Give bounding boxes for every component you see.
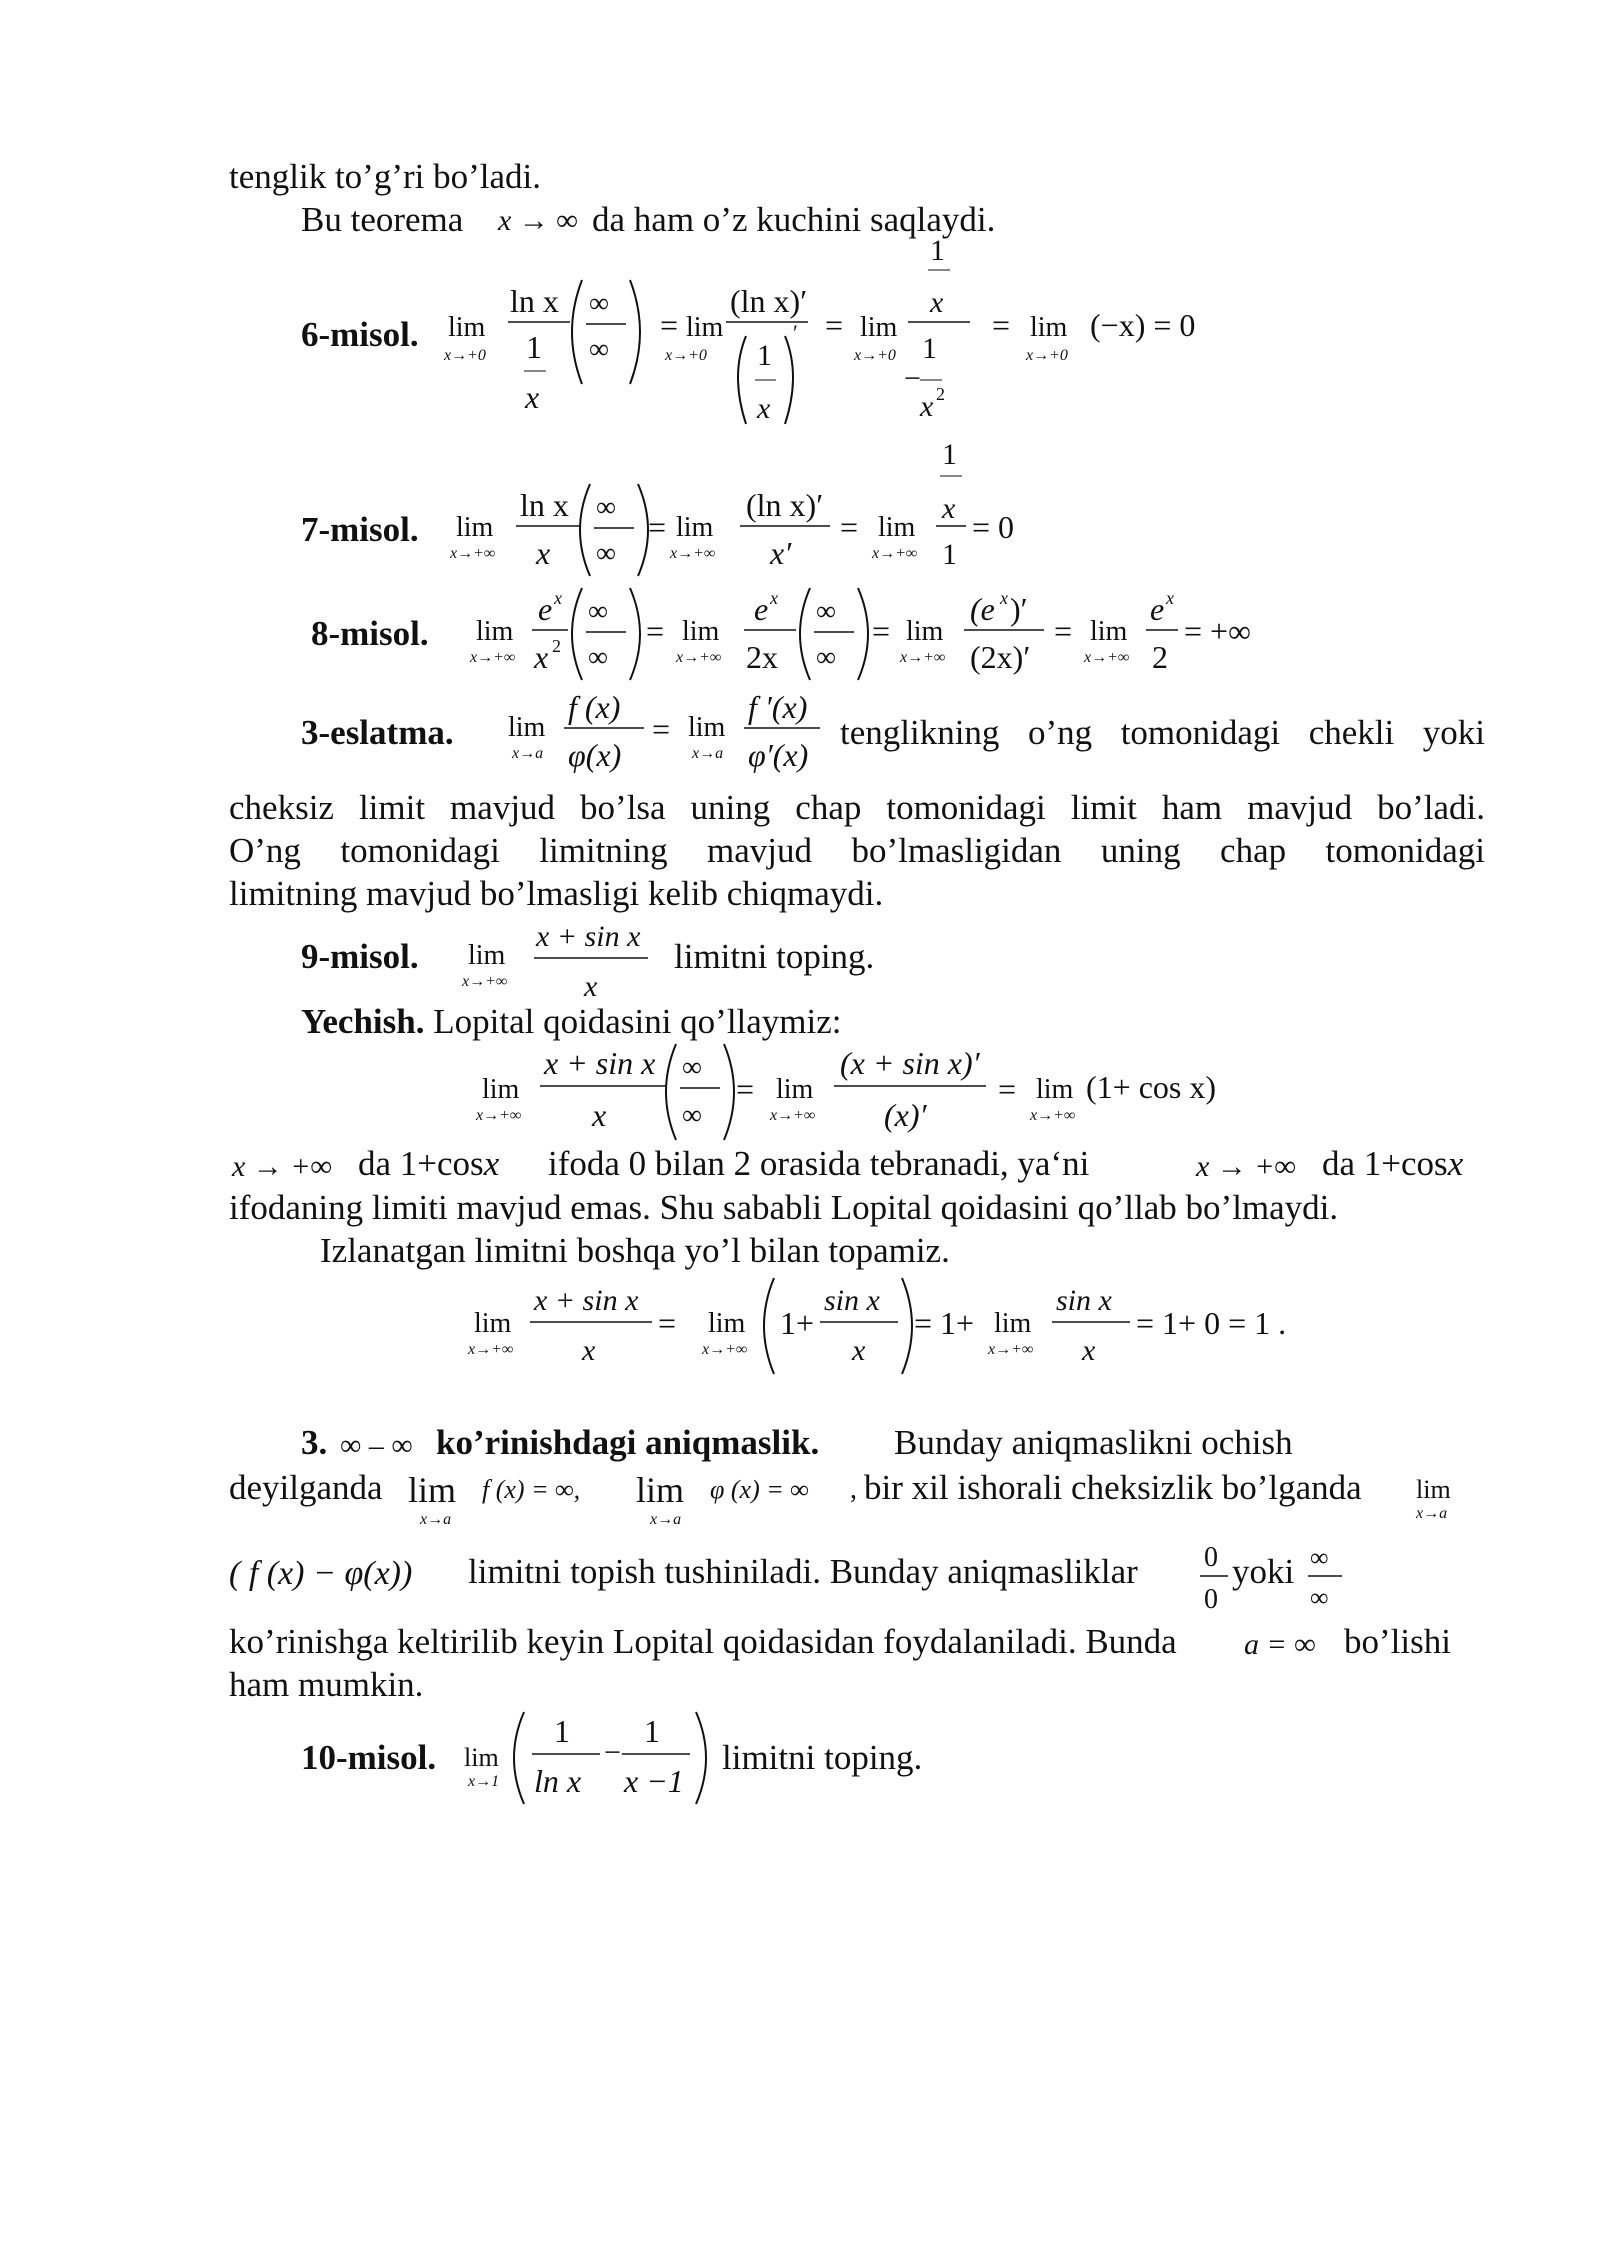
svg-text:(2x)′: (2x)′ [970,639,1031,675]
svg-text:x→+∞: x→+∞ [1084,649,1130,666]
svg-text:lim: lim [708,1308,746,1339]
svg-text:∞: ∞ [682,1100,702,1131]
text-line [358,1142,499,1186]
svg-text:x→a: x→a [1416,1505,1448,1522]
svg-text:x → +∞: x → +∞ [232,1150,332,1183]
remark-label-3: 3-eslatma. [301,713,454,752]
text-fragment: da 1+cos [1322,1144,1448,1183]
svg-text:x: x [1082,1334,1096,1367]
svg-text:(−x) = 0: (−x) = 0 [1090,307,1196,343]
svg-text:ln x: ln x [520,487,569,523]
svg-text:∞: ∞ [589,288,609,319]
formula-example-8 [460,580,1260,680]
text-line: bir xil ishorali cheksizlik bo’lganda [864,1468,1362,1507]
svg-text:1: 1 [644,1713,660,1749]
text-line: ko’rinishga keltirilib keyin Lopital qoidasidan foydalaniladi. Bunda [229,1622,1177,1661]
svg-text:lim: lim [688,712,726,743]
svg-text:x→+∞: x→+∞ [670,545,716,562]
svg-text:x→+∞: x→+∞ [988,1341,1034,1358]
svg-text:x: x [584,970,598,1003]
svg-text:φ (x) = ∞: φ (x) = ∞ [710,1475,809,1504]
svg-text:x→a: x→a [512,745,544,762]
svg-text:e: e [538,591,553,627]
svg-text:=: = [998,1071,1017,1107]
svg-text:lim: lim [994,1308,1032,1339]
svg-text:e: e [754,591,769,627]
svg-text:lim: lim [474,1308,512,1339]
text-line: bo’lishi [1344,1622,1451,1661]
svg-text:1: 1 [757,339,772,372]
svg-text:,: , [850,1474,857,1505]
svg-text:= 1+ 0 = 1 .: = 1+ 0 = 1 . [1136,1305,1287,1341]
svg-text:x: x [930,286,944,319]
svg-text:lim: lim [906,616,944,647]
svg-text:lim: lim [408,1470,457,1510]
formula-lim-a [1414,1470,1484,1530]
svg-text:1: 1 [942,538,957,571]
text-line: Bu teorema [301,200,464,239]
svg-text:∞: ∞ [588,642,608,673]
svg-text:x→+0: x→+0 [1026,347,1068,364]
svg-text:=: = [646,613,665,649]
svg-text:= +∞: = +∞ [1184,613,1251,649]
svg-text:lim: lim [464,1743,499,1772]
text-line: yoki [1232,1552,1295,1591]
svg-text:=: = [658,1305,677,1341]
svg-text:2x: 2x [746,639,778,675]
svg-text:−: − [904,362,921,395]
svg-text:lim: lim [860,312,898,343]
svg-text:lim: lim [1030,312,1068,343]
svg-text:lim: lim [682,616,720,647]
svg-text:x→+∞: x→+∞ [900,649,946,666]
svg-text:∞: ∞ [1310,1583,1329,1612]
section-title: ko’rinishdagi aniqmaslik. [436,1423,820,1462]
svg-text:lim: lim [1416,1475,1451,1504]
svg-text:lim: lim [508,712,546,743]
svg-text:∞: ∞ [816,642,836,673]
svg-text:lim: lim [878,512,916,543]
svg-text:x: x [920,390,934,423]
svg-text:∞ – ∞: ∞ – ∞ [340,1429,413,1462]
svg-text:lim: lim [456,512,494,543]
svg-text:x → ∞: x → ∞ [498,204,578,237]
svg-text:x→+∞: x→+∞ [468,1341,514,1358]
svg-text:−: − [604,1736,621,1769]
text-line: Bunday aniqmaslikni ochish [894,1423,1293,1462]
svg-text:x→+∞: x→+∞ [450,545,496,562]
example-label-6: 6-misol. [301,315,419,354]
formula-inf-minus-inf [340,1423,430,1467]
svg-text:sin x: sin x [824,1284,880,1317]
svg-text:x: x [525,379,540,415]
svg-text:f ′(x): f ′(x) [748,689,808,725]
text-line: tenglikning o’ng tomonidagi chekli yoki [840,713,1485,752]
svg-text:∞: ∞ [1310,1543,1329,1572]
section-number: 3. [301,1423,328,1462]
svg-text:1+: 1+ [780,1305,815,1341]
text-line: deyilganda [229,1468,383,1507]
svg-text:x→+0: x→+0 [444,347,486,364]
svg-text:lim: lim [676,512,714,543]
svg-text:∞: ∞ [596,538,616,569]
svg-text:=: = [648,509,667,545]
svg-text:x: x [942,492,956,525]
svg-text:x: x [554,588,562,608]
svg-text:φ′(x): φ′(x) [748,737,809,773]
formula-x-to-inf [498,200,598,240]
formula-remark-3 [500,686,840,786]
svg-text:x: x [536,535,551,571]
svg-text:(x + sin x)′: (x + sin x)′ [840,1045,980,1081]
svg-text:lim: lim [448,312,486,343]
svg-text:=: = [840,509,859,545]
text-line: limitni toping. [674,937,875,976]
svg-text:lim: lim [476,616,514,647]
svg-text:lim: lim [776,1074,814,1105]
svg-text:(x)′: (x)′ [884,1097,927,1133]
solution-text: Lopital qoidasini qo’llaymiz: [433,1002,842,1041]
svg-text:x + sin x: x + sin x [536,920,641,953]
text-line: limitning mavjud bo’lmasligi kelib chiqmaydi. [229,874,884,913]
formula-example-6 [440,234,1230,440]
text-line: O’ng tomonidagi limitning mavjud bo’lmasligidan uning chap tomonidagi [229,831,1485,870]
svg-text:1: 1 [942,438,957,471]
svg-text:0: 0 [1204,1542,1218,1573]
svg-text:sin x: sin x [1056,1284,1112,1317]
svg-text:x→+∞: x→+∞ [676,649,722,666]
svg-text:x + sin x: x + sin x [544,1045,656,1081]
svg-text:0: 0 [1204,1584,1218,1615]
text-line: ham mumkin. [229,1665,424,1704]
svg-text:lim: lim [482,1074,520,1105]
svg-text:1: 1 [930,234,945,267]
formula-example-10 [460,1700,720,1810]
svg-text:x→+∞: x→+∞ [462,973,508,990]
formula-final [462,1270,1287,1380]
solution-label: Yechish. [301,1002,425,1041]
svg-text:x→+∞: x→+∞ [1030,1107,1076,1124]
formula-a-eq-inf [1240,1622,1336,1666]
solution-line [301,1000,842,1044]
svg-text:x→a: x→a [692,745,724,762]
svg-text:ln x: ln x [510,283,559,319]
svg-text:x: x [1166,588,1174,608]
formula-inf-over-inf [1306,1536,1346,1616]
svg-text:2: 2 [936,384,945,404]
svg-text:lim: lim [468,940,506,971]
svg-text:=: = [736,1071,755,1107]
text-line: ifoda 0 bilan 2 orasida tebranadi, ya‘ni [548,1144,1090,1183]
svg-text:( f (x) − φ(x)): ( f (x) − φ(x)) [229,1555,413,1592]
svg-text:x: x [852,1334,866,1367]
svg-text:2: 2 [552,636,561,656]
svg-text:x: x [592,1097,607,1133]
svg-text:(ln x)′: (ln x)′ [730,283,808,319]
svg-text:′: ′ [793,320,798,345]
svg-text:x: x [770,588,778,608]
text-line: ifodaning limiti mavjud emas. Shu sababli Lopital qoidasini qo’llab bo’lmaydi. [229,1188,1339,1227]
svg-text:=: = [872,613,891,649]
text-fragment: x [1447,1144,1464,1183]
formula-x-to-pinf [1196,1144,1316,1188]
svg-text:2: 2 [1152,639,1168,675]
svg-text:1: 1 [554,1713,570,1749]
svg-text:(1+ cos x): (1+ cos x) [1086,1069,1217,1105]
formula-lim-f-phi [404,1462,864,1532]
svg-text:e: e [1150,591,1165,627]
text-line: tenglik to’g’ri bo’ladi. [229,157,542,196]
svg-text:=: = [992,307,1011,343]
svg-text:1: 1 [922,332,937,365]
svg-text:x + sin x: x + sin x [534,1284,639,1317]
svg-text:=: = [660,307,679,343]
svg-text:x → +∞: x → +∞ [1196,1150,1296,1183]
svg-text:lim: lim [636,1470,685,1510]
text-line [1322,1142,1463,1186]
svg-text:∞: ∞ [596,492,616,523]
svg-text:lim: lim [1036,1074,1074,1105]
example-label-7: 7-misol. [301,510,419,549]
svg-text:x→a: x→a [420,1511,452,1528]
formula-x-to-pinf [232,1144,352,1188]
svg-text:∞: ∞ [682,1052,702,1083]
svg-text:x: x [582,1334,596,1367]
example-label-8: 8-misol. [311,614,429,653]
svg-text:(ln x)′: (ln x)′ [746,487,824,523]
example-label-10: 10-misol. [301,1738,437,1777]
svg-text:∞: ∞ [589,334,609,365]
formula-example-9 [454,914,664,1004]
formula-example-7 [440,440,1040,580]
text-line: Izlanatgan limitni boshqa yo’l bilan topamiz. [320,1231,950,1270]
svg-text:x: x [534,639,549,675]
text-line: da ham o’z kuchini saqlaydi. [592,200,996,239]
svg-text:(e: (e [970,591,995,627]
svg-text:=: = [652,711,671,747]
svg-text:= 0: = 0 [972,509,1015,545]
svg-text:x→+∞: x→+∞ [702,1341,748,1358]
svg-text:∞: ∞ [816,596,836,627]
formula-f-minus-phi [229,1544,469,1604]
svg-text:φ(x): φ(x) [568,737,622,773]
svg-text:∞: ∞ [588,596,608,627]
svg-text:= 1+: = 1+ [914,1305,975,1341]
svg-text:x→+0: x→+0 [665,347,707,364]
text-line: limitni topish tushiniladi. Bunday aniqmasliklar [468,1552,1138,1591]
svg-text:x→a: x→a [650,1511,682,1528]
svg-text:x: x [1000,588,1008,608]
text-line: limitni toping. [722,1738,923,1777]
svg-text:lim: lim [1090,616,1128,647]
formula-zero-over-zero [1198,1536,1232,1616]
svg-text:f (x) = ∞,: f (x) = ∞, [482,1475,581,1504]
svg-text:)′: )′ [1010,591,1028,627]
svg-text:x→1: x→1 [468,1773,500,1790]
text-fragment: x [483,1144,500,1183]
svg-text:x→+0: x→+0 [854,347,896,364]
text-line: cheksiz limit mavjud bo’lsa uning chap tomonidagi limit ham mavjud bo’ladi. [229,788,1485,827]
svg-text:1: 1 [526,329,542,365]
svg-text:f (x): f (x) [568,689,621,725]
svg-text:x′: x′ [770,535,792,571]
svg-text:a = ∞: a = ∞ [1244,1628,1316,1661]
text-fragment: da 1+cos [358,1144,484,1183]
svg-text:ln x: ln x [534,1763,582,1799]
svg-text:x: x [757,392,771,425]
svg-text:x→+∞: x→+∞ [470,649,516,666]
example-label-9: 9-misol. [301,937,419,976]
svg-text:x −1: x −1 [624,1763,684,1799]
svg-text:=: = [1054,613,1073,649]
svg-text:x→+∞: x→+∞ [770,1107,816,1124]
svg-text:=: = [825,307,844,343]
svg-text:x→+∞: x→+∞ [872,545,918,562]
svg-text:lim: lim [686,312,724,343]
svg-text:x→+∞: x→+∞ [476,1107,522,1124]
